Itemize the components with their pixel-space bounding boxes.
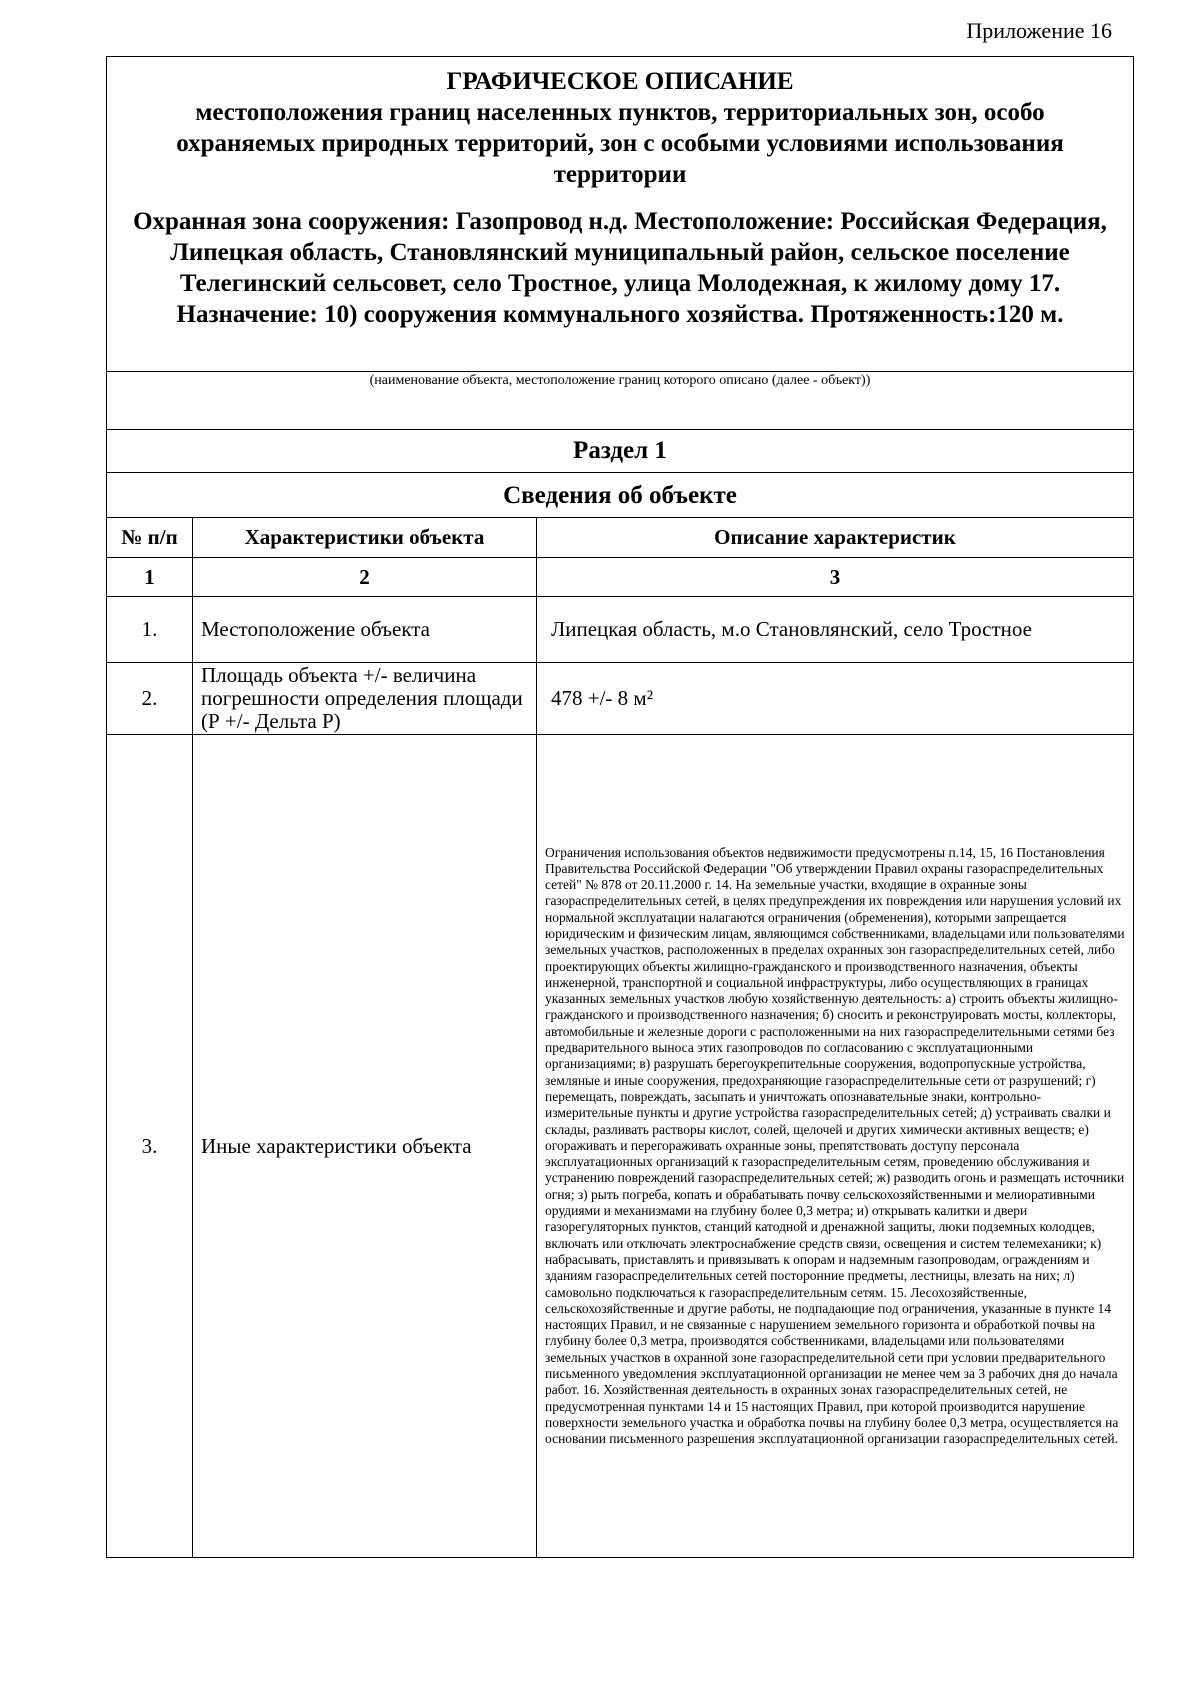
row-number: 3. [107, 735, 193, 1557]
row-characteristic: Площадь объекта +/- величина погрешности определения площади (Р +/- Дельта Р) [193, 663, 537, 734]
object-caption: (наименование объекта, местоположение границ которого описано (далее - объект)) [107, 371, 1133, 430]
column-header-description: Описание характеристик [714, 525, 956, 549]
document-header [107, 57, 1133, 372]
document-subtitle: местоположения границ населенных пунктов, территориальных зон, особо охраняемых природных территорий, зон с особыми условиями использования территории [176, 99, 1064, 188]
column-header-characteristic: Характеристики объекта [193, 518, 537, 557]
column-number-3: 3 [829, 564, 841, 589]
column-numbers-row [107, 558, 1133, 597]
row-number: 2. [107, 663, 193, 734]
column-header-number: № п/п [107, 518, 193, 557]
row-characteristic: Местоположение объекта [193, 597, 537, 662]
appendix-label: Приложение 16 [966, 18, 1112, 43]
table-header-row [107, 518, 1133, 558]
column-number-2: 2 [193, 558, 537, 596]
table-row [107, 735, 1133, 1557]
section-subtitle: Сведения об объекте [107, 473, 1133, 518]
document-title: ГРАФИЧЕСКОЕ ОПИСАНИЕ [446, 68, 794, 95]
object-description: Охранная зона сооружения: Газопровод н.д. Местоположение: Российская Федерация, Липецкая область, Становлянский муниципальный район, сельское поселение Телегинский сельсовет, село Тростное, улица Молодежная, к жилому дому 17. Назначение: 10) сооружения коммунального хозяйства. Протяженность:120 м. [133, 208, 1107, 328]
table-row [107, 663, 1133, 735]
column-number-1: 1 [107, 558, 193, 596]
row-number: 1. [107, 597, 193, 662]
row-characteristic: Иные характеристики объекта [193, 735, 537, 1557]
table-row [107, 597, 1133, 663]
section-title: Раздел 1 [107, 429, 1133, 473]
document-frame [106, 56, 1134, 1558]
row-description: Ограничения использования объектов недвижимости предусмотрены п.14, 15, 16 Постановления Правительства Российской Федерации "Об утверждении Правил охраны газораспределительных сетей" № 878 от 20.11.2000 г. 14. На земельные участки, входящие в охранные зоны газораспределительных сетей, в целях предупреждения их повреждения или нарушения условий их нормальной эксплуатации налагаются ограничения (обременения), которыми запрещается юридическим и физическим лицам, являющимся собственниками, владельцами или пользователями земельных участков, расположенных в пределах охранных зон газораспределительных сетей, либо проектирующих объекты жилищно-гражданского и производственного назначения, объекты инженерной, транспортной и социальной инфраструктуры, либо осуществляющих в границах указанных земельных участков любую хозяйственную деятельность: а) строить объекты жилищно-гражданского и производственного назначения; б) сносить и реконструировать мосты, коллекторы, автомобильные и железные дороги с расположенными на них газораспределительными сетями без предварительного выноса этих газопроводов по согласованию с эксплуатационными организациями; в) разрушать берегоукрепительные сооружения, водопропускные устройства, земляные и иные сооружения, предохраняющие газораспределительные сети от разрушений; г) перемещать, повреждать, засыпать и уничтожать опознавательные знаки, контрольно-измерительные пункты и другие устройства газораспределительных сетей; д) устраивать свалки и склады, разливать растворы кислот, солей, щелочей и других химически активных веществ; е) огораживать и перегораживать охранные зоны, препятствовать доступу персонала эксплуатационных организаций к газораспределительным сетям, проведению обслуживания и устранению повреждений газораспределительных сетей; ж) разводить огонь и размещать источники огня; з) рыть погреба, копать и обрабатывать почву сельскохозяйственными и мелиоративными орудиями и механизмами на глубину более 0,3 метра; и) открывать калитки и двери газорегуляторных пунктов, станций катодной и дренажной защиты, люки подземных колодцев, включать или отключать электроснабжение средств связи, освещения и систем телемеханики; к) набрасывать, приставлять и привязывать к опорам и надземным газопроводам, ограждениям и зданиям газораспределительных сетей посторонние предметы, лестницы, влезать на них; л) самовольно подключаться к газораспределительным сетям. 15. Лесохозяйственные, сельскохозяйственные и другие работы, не подпадающие под ограничения, указанные в пункте 14 настоящих Правил, и не связанные с нарушением земельного горизонта и обработкой почвы на глубину более 0,3 метра, производятся собственниками, владельцами или пользователями земельных участков в охранной зоне газораспределительной сети при условии предварительного письменного уведомления эксплуатационной организации не менее чем за 3 рабочих дня до начала работ. 16. Хозяйственная деятельность в охранных зонах газораспределительных сетей, не предусмотренная пунктами 14 и 15 настоящих Правил, при которой производится нарушение поверхности земельного участка и обработка почвы на глубину более 0,3 метра, осуществляется на основании письменного разрешения эксплуатационной организации газораспределительных сетей. [545, 844, 1125, 1447]
row-description: Липецкая область, м.о Становлянский, село Тростное [551, 617, 1032, 641]
row-description: 478 +/- 8 м² [551, 686, 654, 710]
